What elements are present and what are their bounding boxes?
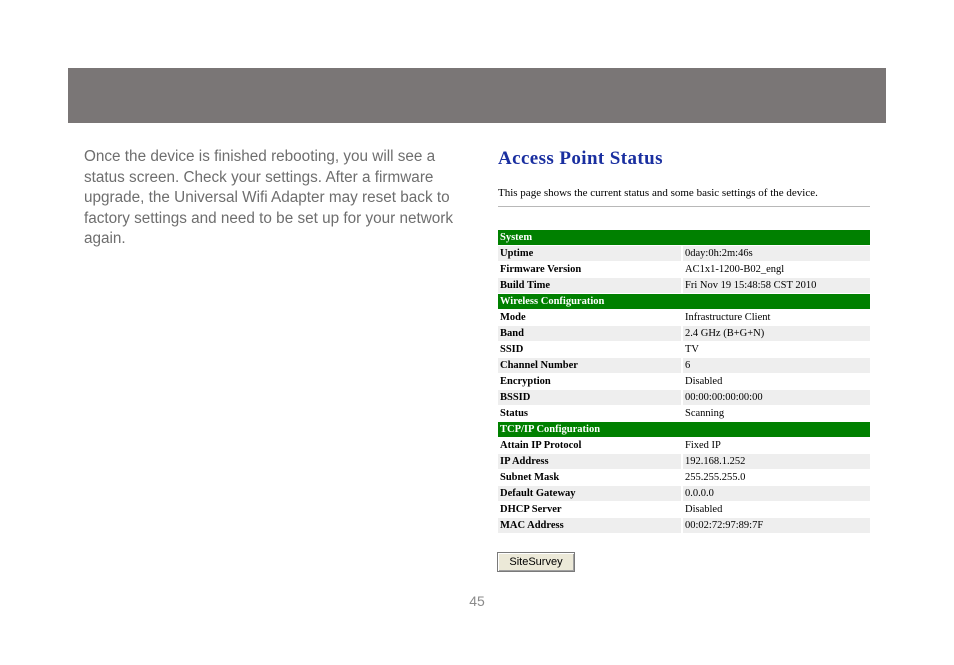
table-row (498, 390, 870, 405)
row-label: Default Gateway (498, 486, 681, 501)
access-point-status-panel (498, 148, 870, 531)
row-label: MAC Address (498, 518, 681, 533)
row-value: 255.255.255.0 (685, 472, 746, 483)
table-row (498, 246, 870, 261)
row-label: Build Time (498, 278, 681, 293)
row-label: Subnet Mask (500, 472, 560, 483)
intro-paragraph: Once the device is finished rebooting, you will see a status screen. Check your settings. After a firmware upgrade, the Universal Wifi Adapter may reset back to factory settings and need to be set up for your network again. (84, 148, 454, 247)
status-table (498, 230, 870, 534)
row-label: Uptime (498, 246, 681, 261)
row-value: Disabled (685, 376, 723, 387)
row-label: Firmware Version (500, 264, 582, 275)
row-value: 2.4 GHz (B+G+N) (683, 326, 870, 341)
row-label: SSID (500, 344, 524, 355)
table-row (498, 454, 870, 469)
row-value: 00:00:00:00:00:00 (683, 390, 870, 405)
row-value: Infrastructure Client (685, 312, 771, 323)
row-label: Channel Number (498, 358, 681, 373)
row-label: BSSID (498, 390, 681, 405)
row-value: AC1x1-1200-B02_engl (685, 264, 785, 275)
page-number: 45 (469, 593, 485, 609)
row-label: DHCP Server (500, 504, 562, 515)
row-value: 192.168.1.252 (683, 454, 870, 469)
header-bar (68, 68, 886, 123)
row-label: Mode (500, 312, 526, 323)
section-heading-tcpip: TCP/IP Configuration (498, 422, 870, 437)
row-value: Disabled (685, 504, 723, 515)
row-value: Fixed IP (685, 440, 721, 451)
table-row (498, 342, 870, 357)
row-value: TV (685, 344, 699, 355)
status-page-description: This page shows the current status and some basic settings of the device. (498, 187, 818, 199)
divider (498, 206, 870, 207)
table-row (498, 438, 870, 453)
table-row (498, 262, 870, 277)
row-label: Band (498, 326, 681, 341)
row-label: Status (500, 408, 529, 419)
table-row (498, 326, 870, 341)
row-value: 00:02:72:97:89:7F (683, 518, 870, 533)
status-page-title: Access Point Status (498, 148, 663, 169)
table-row (498, 374, 870, 389)
table-row (498, 502, 870, 517)
row-value: 0day:0h:2m:46s (683, 246, 870, 261)
table-row (498, 518, 870, 533)
table-row (498, 278, 870, 293)
row-value: 0.0.0.0 (683, 486, 870, 501)
row-label: Encryption (500, 376, 551, 387)
table-row (498, 470, 870, 485)
section-heading-system: System (498, 230, 870, 245)
table-row (498, 358, 870, 373)
row-value: Scanning (685, 408, 725, 419)
section-heading-wireless: Wireless Configuration (498, 294, 870, 309)
site-survey-button[interactable]: SiteSurvey (497, 552, 575, 572)
table-row (498, 406, 870, 421)
table-row (498, 310, 870, 325)
table-row (498, 486, 870, 501)
row-label: Attain IP Protocol (500, 440, 582, 451)
row-value: Fri Nov 19 15:48:58 CST 2010 (683, 278, 870, 293)
row-label: IP Address (498, 454, 681, 469)
row-value: 6 (683, 358, 870, 373)
